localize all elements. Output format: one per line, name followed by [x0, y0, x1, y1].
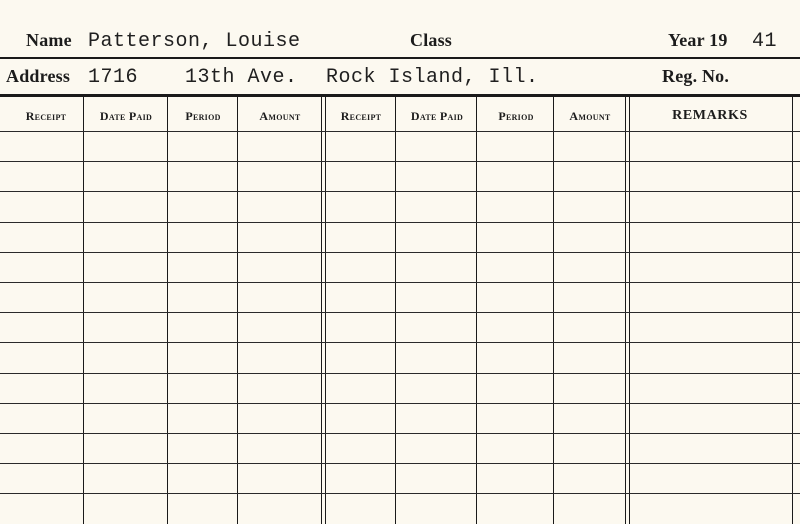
address-city: Rock Island, Ill. — [326, 66, 539, 89]
col-header-date-paid-2: Date Paid — [410, 109, 464, 123]
ledger-row-rule — [0, 191, 800, 192]
header-rule-2 — [0, 94, 800, 97]
col-header-receipt-2: Receipt — [340, 109, 382, 123]
address-label: Address — [6, 66, 71, 86]
year-value: 41 — [752, 30, 778, 53]
ledger-row-rule — [0, 131, 800, 132]
ledger-row-rule — [0, 252, 800, 253]
col-header-amount-1: Amount — [259, 109, 301, 123]
ledger-row-rule — [0, 161, 800, 162]
year-label: Year 19 — [668, 30, 728, 50]
col-header-date-paid-1: Date Paid — [99, 109, 153, 123]
ledger-row-rule — [0, 222, 800, 223]
ledger-row-rule — [0, 312, 800, 313]
name-label: Name — [26, 30, 72, 50]
ledger-row-rule — [0, 403, 800, 404]
col-header-period-1: Period — [185, 109, 221, 123]
class-label: Class — [410, 30, 453, 50]
ledger-row-rule — [0, 493, 800, 494]
name-value: Patterson, Louise — [88, 30, 301, 53]
ledger-row-rule — [0, 463, 800, 464]
ledger-row-rule — [0, 433, 800, 434]
address-number: 1716 — [88, 66, 139, 89]
ledger-row-rule — [0, 342, 800, 343]
col-header-remarks: REMARKS — [672, 108, 748, 123]
ledger-row-rule — [0, 373, 800, 374]
ledger-row-rule — [0, 282, 800, 283]
header-rule-1 — [0, 57, 800, 59]
col-header-period-2: Period — [498, 109, 534, 123]
address-street: 13th Ave. — [185, 66, 298, 89]
reg-no-label: Reg. No. — [662, 66, 730, 86]
col-header-receipt-1: Receipt — [25, 109, 67, 123]
col-header-amount-2: Amount — [569, 109, 611, 123]
